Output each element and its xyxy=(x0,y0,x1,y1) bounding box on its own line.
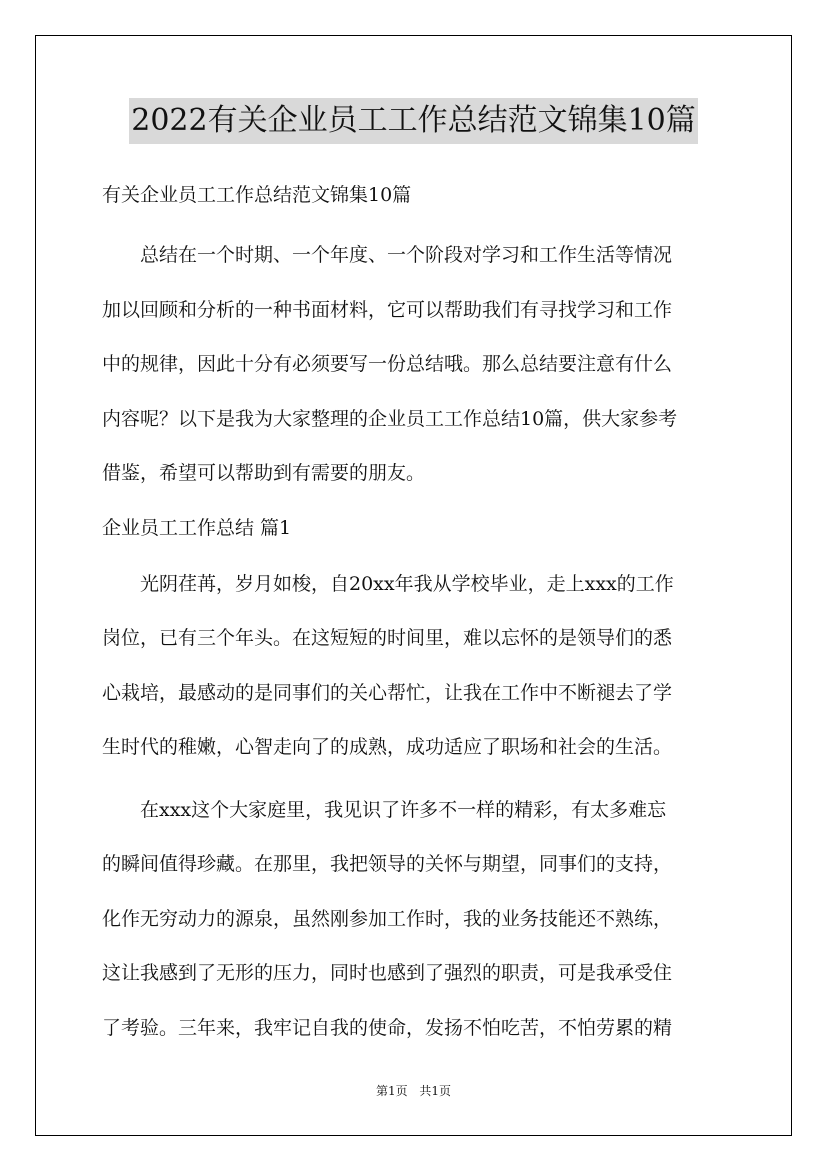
body-paragraph-1 xyxy=(102,557,726,775)
intro-line: 中的规律，因此十分有必须要写一份总结哦。那么总结要注意有什么 xyxy=(102,353,673,375)
document-subtitle: 有关企业员工工作总结范文锦集10篇 xyxy=(102,184,412,206)
paragraph-line: 生时代的稚嫩，心智走向了的成熟，成功适应了职场和社会的生活。 xyxy=(102,736,673,758)
paragraph-line: 岗位，已有三个年头。在这短短的时间里，难以忘怀的是领导们的悉 xyxy=(102,627,673,649)
paragraph-line: 这让我感到了无形的压力，同时也感到了强烈的职责，可是我承受住 xyxy=(102,962,673,984)
section-heading: 企业员工工作总结 篇1 xyxy=(102,516,292,539)
page-footer xyxy=(0,1083,827,1099)
intro-line: 总结在一个时期、一个年度、一个阶段对学习和工作生活等情况 xyxy=(102,244,673,266)
page-number: 第1页 xyxy=(375,1084,408,1098)
paragraph-line: 的瞬间值得珍藏。在那里，我把领导的关怀与期望，同事们的支持， xyxy=(102,853,673,875)
page-total: 共1页 xyxy=(419,1084,452,1098)
paragraph-line: 光阴荏苒，岁月如梭，自20xx年我从学校毕业，走上xxx的工作 xyxy=(102,572,674,595)
intro-paragraph xyxy=(102,228,726,501)
paragraph-line: 心栽培，最感动的是同事们的关心帮忙，让我在工作中不断褪去了学 xyxy=(102,681,673,704)
intro-line: 内容呢？以下是我为大家整理的企业员工工作总结10篇，供大家参考 xyxy=(102,407,678,430)
title-container xyxy=(0,98,827,144)
intro-line: 借鉴，希望可以帮助到有需要的朋友。 xyxy=(102,462,426,484)
paragraph-line: 化作无穷动力的源泉，虽然刚参加工作时，我的业务技能还不熟练， xyxy=(102,907,673,930)
paragraph-line: 在xxx这个大家庭里，我见识了许多不一样的精彩，有太多难忘 xyxy=(102,798,667,821)
document-body xyxy=(102,178,726,1055)
paragraph-line: 了考验。三年来，我牢记自我的使命，发扬不怕吃苦，不怕劳累的精 xyxy=(102,1016,673,1039)
body-paragraph-2 xyxy=(102,783,726,1056)
document-title: 2022有关企业员工工作总结范文锦集10篇 xyxy=(129,98,698,144)
intro-line: 加以回顾和分析的一种书面材料，它可以帮助我们有寻找学习和工作 xyxy=(102,298,673,321)
